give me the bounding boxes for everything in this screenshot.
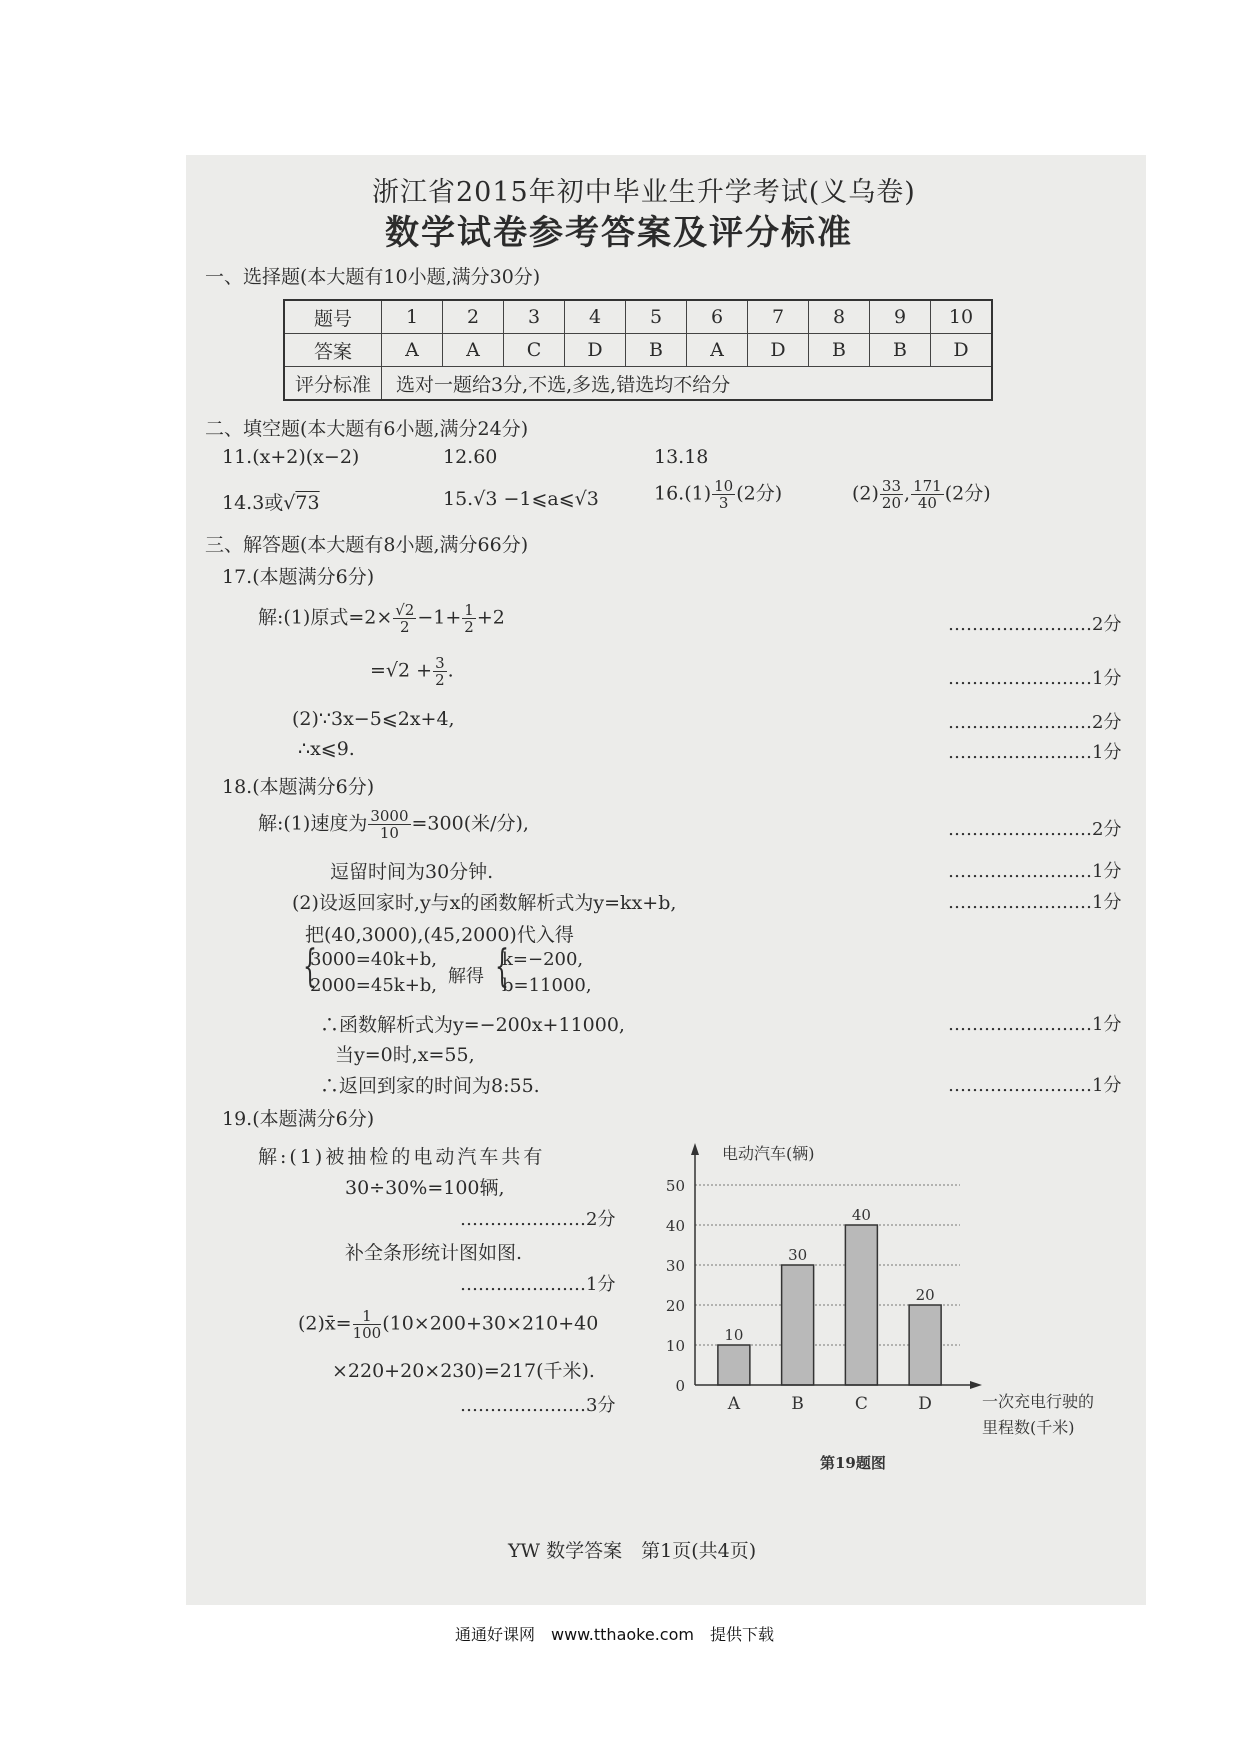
section2-heading: 二、填空题(本大题有6小题,满分24分)	[205, 418, 529, 440]
answer-14-text: 14.3或√	[222, 492, 296, 514]
score-mark: …………………2分	[460, 1209, 616, 1230]
left-brace: {	[495, 941, 509, 992]
cell: A	[687, 334, 748, 367]
category-label: C	[854, 1394, 868, 1414]
cell: 5	[626, 300, 687, 334]
answer-title: 数学试卷参考答案及评分标准	[385, 213, 853, 253]
q19-heading: 19.(本题满分6分)	[222, 1108, 375, 1130]
row-label: 评分标准	[284, 367, 382, 401]
expr: =300(米/分),	[411, 812, 529, 835]
expr: −1+	[417, 606, 462, 629]
chart-caption: 第19题图	[820, 1454, 886, 1472]
cell: 4	[565, 300, 626, 334]
fraction	[433, 655, 447, 688]
cell: 8	[809, 300, 870, 334]
answer-14	[222, 488, 320, 515]
score-mark: ……………………1分	[948, 861, 1122, 882]
bar-value-label: 40	[851, 1206, 871, 1224]
denominator: 20	[881, 494, 902, 512]
answer-row	[284, 334, 992, 367]
answer-16-1	[654, 478, 782, 511]
cell: 3	[504, 300, 565, 334]
denominator: 10	[379, 824, 399, 842]
score-note: (2分)	[736, 482, 783, 505]
score-mark: ……………………2分	[948, 819, 1122, 840]
answer-13: 13.18	[654, 446, 709, 468]
solution: k=−200,	[502, 949, 584, 970]
solution: b=11000,	[502, 975, 592, 996]
bar-value-label: 10	[724, 1326, 744, 1344]
score-mark: …………………1分	[460, 1274, 616, 1295]
bars	[718, 1206, 941, 1385]
answer-14-radicand: 73	[295, 492, 320, 514]
answer-16-2-label: (2)	[852, 482, 879, 505]
y-tick-labels	[666, 1177, 685, 1395]
q18-line7: ∴返回到家的时间为8:55.	[320, 1075, 540, 1097]
cell: A	[382, 334, 443, 367]
fraction	[462, 602, 476, 635]
expr: 解:(1)速度为	[258, 812, 368, 835]
denominator: 100	[352, 1324, 382, 1342]
bar-A	[718, 1345, 750, 1385]
denominator: 3	[718, 494, 729, 512]
equation: 3000=40k+b,	[310, 949, 438, 970]
bar-value-label: 30	[788, 1246, 808, 1264]
score-mark: ……………………1分	[948, 1075, 1122, 1096]
fraction	[911, 478, 944, 511]
q19-line5: ×220+20×230)=217(千米).	[332, 1360, 595, 1382]
cell: D	[931, 334, 993, 367]
category-label: B	[791, 1394, 804, 1414]
score-mark: ……………………1分	[948, 892, 1122, 913]
numerator: √2	[395, 601, 415, 619]
q19-line1: 解:(1)被抽检的电动汽车共有	[258, 1146, 546, 1168]
answer-12: 12.60	[443, 446, 498, 468]
cell: A	[443, 334, 504, 367]
y-tick-label: 40	[665, 1217, 685, 1235]
answer-15: 15.√3 −1⩽a⩽√3	[443, 488, 599, 510]
y-tick-label: 10	[665, 1337, 685, 1355]
x-tick-labels	[727, 1394, 932, 1414]
cell: C	[504, 334, 565, 367]
cell: 2	[443, 300, 504, 334]
q18-line6: 当y=0时,x=55,	[335, 1044, 475, 1066]
q17-line2	[370, 655, 454, 688]
q17-heading: 17.(本题满分6分)	[222, 566, 375, 588]
bar-value-label: 20	[915, 1286, 935, 1304]
answer-11: 11.(x+2)(x−2)	[222, 446, 360, 468]
score-mark: ……………………2分	[948, 712, 1122, 733]
q18-line4: 把(40,3000),(45,2000)代入得	[305, 924, 574, 946]
q17-line3: (2)∵3x−5⩽2x+4,	[292, 708, 455, 730]
category-label: A	[727, 1394, 741, 1414]
expr: 解:(1)原式=2×	[258, 606, 393, 629]
score-mark: ……………………1分	[948, 1014, 1122, 1035]
expr: +2	[476, 606, 505, 629]
cell: 1	[382, 300, 443, 334]
score-mark: ……………………1分	[948, 742, 1122, 763]
numerator: 3	[435, 654, 445, 672]
y-tick-label: 30	[665, 1257, 685, 1275]
bar-D	[909, 1305, 941, 1385]
answer-table	[283, 299, 993, 401]
numerator: 1	[464, 601, 474, 619]
numerator: 10	[714, 477, 734, 495]
q18-line2: 逗留时间为30分钟.	[330, 861, 494, 883]
denominator: 2	[464, 618, 474, 636]
source-note: 通通好课网 www.tthaoke.com 提供下载	[455, 1625, 774, 1644]
section3-heading: 三、解答题(本大题有8小题,满分66分)	[205, 534, 529, 556]
cell: D	[748, 334, 809, 367]
numerator: 1	[353, 1308, 382, 1325]
score-note: (2分)	[944, 482, 991, 505]
expr: (2)x̄=	[298, 1312, 352, 1335]
numerator: 33	[881, 477, 902, 495]
cell: 6	[687, 300, 748, 334]
x-axis-label-line1: 一次充电行驶的	[982, 1392, 1095, 1411]
cell: 9	[870, 300, 931, 334]
q18-line1	[258, 808, 529, 841]
q17-line1	[258, 602, 505, 635]
x-axis-arrow	[970, 1381, 982, 1389]
q18-line3: (2)设返回家时,y与x的函数解析式为y=kx+b,	[292, 892, 677, 914]
cell: 10	[931, 300, 993, 334]
category-label: D	[918, 1394, 932, 1414]
denominator: 40	[917, 494, 937, 512]
x-axis-label-line2: 里程数(千米)	[982, 1418, 1075, 1437]
score-mark: ……………………2分	[948, 614, 1122, 635]
exam-title: 浙江省2015年初中毕业生升学考试(义乌卷)	[372, 177, 916, 208]
section1-heading: 一、选择题(本大题有10小题,满分30分)	[205, 266, 541, 288]
y-tick-label: 20	[665, 1297, 685, 1315]
y-axis-arrow	[691, 1143, 699, 1155]
denominator: 2	[400, 618, 410, 636]
solve-label: 解得	[448, 966, 484, 987]
cell: B	[809, 334, 870, 367]
fraction	[880, 478, 903, 511]
fraction	[393, 602, 416, 635]
left-brace: {	[303, 941, 317, 992]
q19-line4	[298, 1308, 598, 1341]
q19-line2: 30÷30%=100辆,	[345, 1177, 505, 1199]
fraction	[353, 1308, 382, 1341]
cell: 7	[748, 300, 809, 334]
numerator: 171	[913, 477, 942, 495]
scoring-row	[284, 367, 992, 401]
row-label: 题号	[284, 300, 382, 334]
q18-heading: 18.(本题满分6分)	[222, 776, 375, 798]
score-mark: ……………………1分	[948, 668, 1122, 689]
denominator: 2	[435, 671, 445, 689]
cell: B	[626, 334, 687, 367]
bar-chart	[660, 1135, 1130, 1475]
page-footer: YW 数学答案 第1页(共4页)	[508, 1540, 757, 1562]
question-row	[284, 300, 992, 334]
y-tick-label: 0	[675, 1377, 685, 1395]
y-tick-label: 50	[665, 1177, 685, 1195]
answer-16-2: (2) $\frac{33}{20}$ , $\frac{171}{40}$ (2分)	[852, 477, 991, 512]
numerator: 3000	[370, 807, 409, 825]
chart-title: 电动汽车(辆)	[722, 1144, 815, 1163]
expr: =√2 +	[370, 659, 433, 682]
fraction	[368, 808, 410, 841]
expr: (10×200+30×210+40	[382, 1312, 599, 1335]
scoring-rule: 选对一题给3分,不选,多选,错选均不给分	[382, 367, 993, 401]
bar-B	[782, 1265, 814, 1385]
cell: D	[565, 334, 626, 367]
score-mark: …………………3分	[460, 1395, 616, 1416]
bar-C	[845, 1225, 877, 1385]
answer-16-label: 16.(1)	[654, 482, 712, 505]
cell: B	[870, 334, 931, 367]
row-label: 答案	[284, 334, 382, 367]
q17-line4: ∴x⩽9.	[298, 738, 355, 760]
q18-line5: ∴函数解析式为y=−200x+11000,	[320, 1014, 625, 1036]
fraction	[712, 478, 735, 511]
q19-line3: 补全条形统计图如图.	[345, 1242, 523, 1264]
expr: .	[447, 659, 454, 682]
equation: 2000=45k+b,	[310, 975, 438, 996]
